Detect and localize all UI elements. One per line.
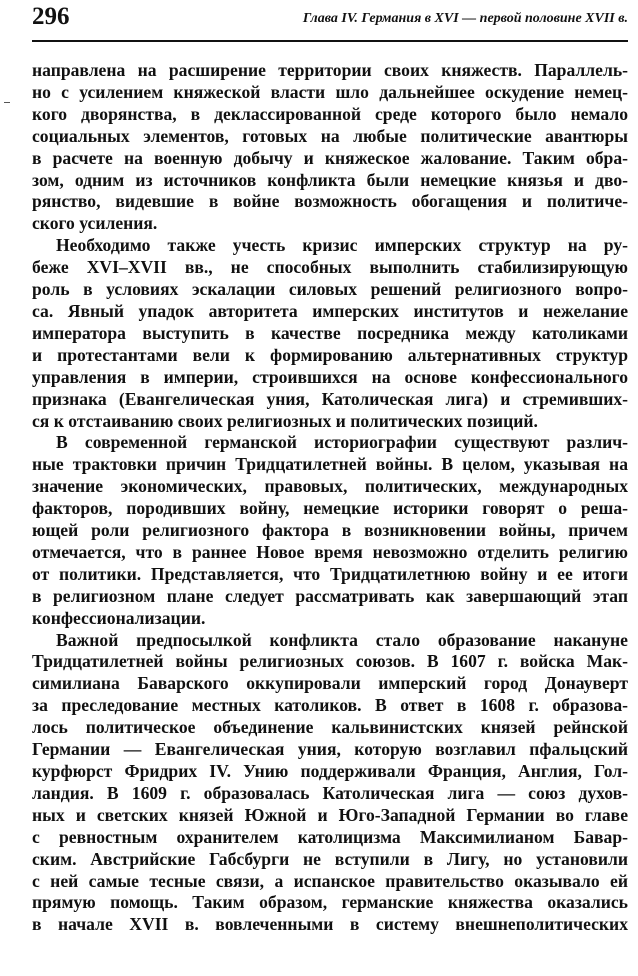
- text-line: лось политическое объединение кальвинистских князей рейнской: [32, 717, 628, 738]
- text-line: факторов, породивших войну, немецкие историки говорят о реша-: [32, 498, 628, 519]
- text-line: Необходимо также учесть кризис имперских структур на ру-: [56, 235, 628, 256]
- text-line: социальных элементов, готовых на любые политические авантюры: [32, 125, 628, 146]
- page-number: 296: [32, 3, 70, 30]
- paragraph: [32, 432, 628, 629]
- text-line: кого дворянства, в деклассированной среде которого было немало: [32, 103, 628, 124]
- text-line: ландия. В 1609 г. образовалась Католическая лига — союз духов-: [32, 782, 628, 803]
- text-line: курфюрст Фридрих IV. Унию поддерживали Франция, Англия, Гол-: [32, 761, 628, 781]
- body-text: [32, 60, 628, 936]
- text-line: ского усиления.: [32, 213, 158, 234]
- text-line: за преследование местных католиков. В ответ в 1608 г. образова-: [32, 695, 628, 716]
- text-line: симилиана Баварского оккупировали имперский город Донауверт: [32, 673, 628, 694]
- text-line: Тридцатилетней войны религиозных союзов. В 1607 г. войска Мак-: [32, 651, 628, 672]
- text-line: зом, одним из источников конфликта были немецкие князья и дво-: [32, 169, 628, 190]
- text-line: и протестантами вели к формированию альтернативных структур: [32, 344, 628, 365]
- text-line: Германии — Евангелическая уния, которую возглавил пфальцский: [32, 739, 628, 760]
- text-line: отмечается, что в раннее Новое время невозможно отделить религию: [32, 541, 628, 562]
- text-line: конфессионализации.: [32, 607, 206, 628]
- header-rule: [32, 40, 628, 42]
- chapter-title: Глава IV. Германия в XVI — первой половине XVII в.: [302, 11, 628, 26]
- text-line: ским. Австрийские Габсбурги не вступили в Лигу, но установили: [32, 848, 628, 869]
- text-line: но с усилением княжеской власти шло дальнейшее оскудение немец-: [32, 81, 628, 102]
- paragraph: [32, 235, 628, 432]
- text-line: императора выступить в качестве посредника между католиками: [32, 322, 628, 343]
- text-line: беже XVI–XVII вв., не способных выполнить стабилизирующую: [32, 257, 628, 278]
- text-line: роль в условиях эскалации силовых решений религиозного вопро-: [32, 279, 628, 300]
- text-line: ющей роли религиозного фактора в возникновении войны, причем: [32, 520, 628, 541]
- text-line: в расчете на военную добычу и княжеское жалование. Таким обра-: [32, 147, 628, 168]
- text-line: ся к отстаиванию своих религиозных и политических позиций.: [32, 410, 538, 431]
- text-line: направлена на расширение территории своих княжеств. Параллель-: [32, 60, 628, 80]
- text-line: са. Явный упадок авторитета имперских институтов и нежелание: [32, 300, 628, 321]
- text-line: в начале XVII в. вовлеченными в систему внешнеполитических: [32, 914, 628, 935]
- text-line: в религиозном плане следует рассматривать как завершающий этап: [32, 585, 628, 606]
- text-line: управления в империи, строившихся на основе конфессионального: [32, 366, 628, 387]
- text-line: с ревностным охранителем католицизма Максимилианом Бавар-: [32, 826, 628, 847]
- text-line: В современной германской историографии существуют различ-: [56, 432, 628, 453]
- margin-mark: [4, 102, 10, 103]
- text-line: Важной предпосылкой конфликта стало образование накануне: [56, 629, 628, 650]
- paragraph: [32, 630, 628, 937]
- text-line: значение экономических, правовых, политических, международных: [32, 476, 628, 497]
- text-line: рянство, видевшие в войне возможность обогащения и политиче-: [32, 191, 628, 212]
- running-head: [32, 2, 628, 32]
- text-line: с ней самые тесные связи, а испанское правительство оказывало ей: [32, 870, 628, 891]
- text-line: прямую помощь. Таким образом, германские княжества оказались: [32, 892, 628, 913]
- text-line: от политики. Представляется, что Тридцатилетнюю войну и ее итоги: [32, 563, 628, 584]
- text-line: ных и светских князей Южной и Юго-Западной Германии во главе: [32, 804, 628, 825]
- text-line: ные трактовки причин Тридцатилетней войны. В целом, указывая на: [32, 454, 628, 475]
- text-line: признака (Евангелическая уния, Католическая лига) и стремивших-: [32, 388, 628, 409]
- paragraph: [32, 60, 628, 235]
